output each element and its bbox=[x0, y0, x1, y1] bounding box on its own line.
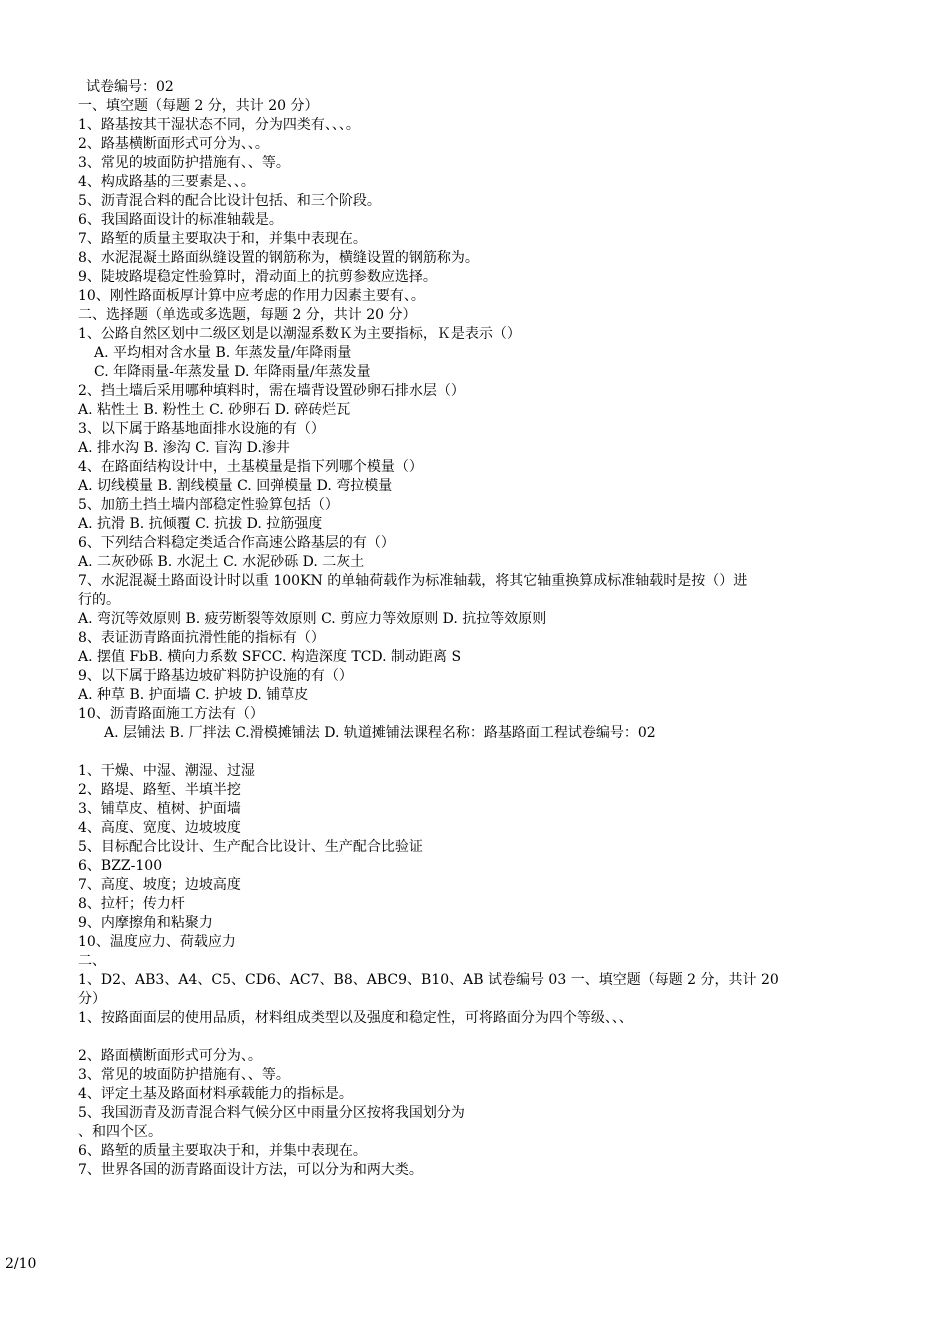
text-line: 3、以下属于路基地面排水设施的有（） bbox=[78, 421, 325, 437]
text-line: 1、路基按其干湿状态不同，分为四类有、、、。 bbox=[78, 117, 360, 133]
text-line: 2、路面横断面形式可分为、。 bbox=[78, 1048, 262, 1064]
text-line: 1、按路面面层的使用品质，材料组成类型以及强度和稳定性，可将路面分为四个等级、、、 bbox=[78, 1010, 633, 1026]
page-number: 2/10 bbox=[5, 1256, 37, 1272]
text-line: 7、路堑的质量主要取决于和，并集中表现在。 bbox=[78, 231, 367, 247]
text-line: 4、高度、宽度、边坡坡度 bbox=[78, 820, 241, 836]
text-line: 行的。 bbox=[78, 592, 120, 608]
text-line: A. 排水沟 B. 渗沟 C. 盲沟 D.渗井 bbox=[78, 440, 290, 456]
text-line: 1、公路自然区划中二级区划是以潮湿系数Ｋ为主要指标，Ｋ是表示（） bbox=[78, 326, 521, 342]
text-line: A. 抗滑 B. 抗倾覆 C. 抗拔 D. 拉筋强度 bbox=[78, 516, 323, 532]
text-line: 6、路堑的质量主要取决于和，并集中表现在。 bbox=[78, 1143, 367, 1159]
text-line: 4、评定土基及路面材料承载能力的指标是。 bbox=[78, 1086, 353, 1102]
text-line: 7、世界各国的沥青路面设计方法，可以分为和两大类。 bbox=[78, 1162, 423, 1178]
text-line: A. 二灰砂砾 B. 水泥土 C. 水泥砂砾 D. 二灰土 bbox=[78, 554, 365, 570]
text-line: 5、我国沥青及沥青混合料气候分区中雨量分区按将我国划分为 bbox=[78, 1105, 465, 1121]
text-line: 1、D2、AB3、A4、C5、CD6、AC7、B8、ABC9、B10、AB 试卷编号 03 一、填空题（每题 2 分，共计 20 bbox=[78, 972, 779, 988]
text-line: 10、刚性路面板厚计算中应考虑的作用力因素主要有、。 bbox=[78, 288, 425, 304]
text-line: 9、陡坡路堤稳定性验算时，滑动面上的抗剪参数应选择。 bbox=[78, 269, 437, 285]
text-line: 二、选择题（单选或多选题，每题 2 分，共计 20 分） bbox=[78, 307, 417, 323]
text-line: C. 年降雨量-年蒸发量 D. 年降雨量/年蒸发量 bbox=[94, 364, 371, 380]
text-line: A. 切线模量 B. 割线模量 C. 回弹模量 D. 弯拉模量 bbox=[78, 478, 393, 494]
text-line: 10、沥青路面施工方法有（） bbox=[78, 706, 264, 722]
text-line: 一、填空题（每题 2 分，共计 20 分） bbox=[78, 98, 319, 114]
text-line: 2、挡土墙后采用哪种填料时，需在墙背设置砂卵石排水层（） bbox=[78, 383, 465, 399]
text-line: 2、路堤、路堑、半填半挖 bbox=[78, 782, 241, 798]
document-body bbox=[78, 78, 878, 1180]
text-line: 2、路基横断面形式可分为、、。 bbox=[78, 136, 269, 152]
text-line: 5、沥青混合料的配合比设计包括、和三个阶段。 bbox=[78, 193, 381, 209]
text-line: A. 摆值 FbB. 横向力系数 SFCC. 构造深度 TCD. 制动距离 S bbox=[78, 649, 462, 665]
text-line bbox=[78, 743, 878, 762]
text-line: 6、BZZ-100 bbox=[78, 858, 163, 874]
text-line: 二、 bbox=[78, 953, 106, 969]
text-line: A. 层铺法 B. 厂拌法 C.滑模摊铺法 D. 轨道摊铺法课程名称：路基路面工程试卷编号：02 bbox=[104, 725, 656, 741]
text-line: 3、铺草皮、植树、护面墙 bbox=[78, 801, 241, 817]
text-line: 分） bbox=[78, 991, 106, 1007]
text-line: 7、水泥混凝土路面设计时以重 100KN 的单轴荷载作为标准轴载，将其它轴重换算成标准轴载时是按（）进 bbox=[78, 573, 748, 589]
text-line: 1、干燥、中湿、潮湿、过湿 bbox=[78, 763, 255, 779]
text-line: A. 平均相对含水量 B. 年蒸发量/年降雨量 bbox=[94, 345, 352, 361]
text-line: 5、目标配合比设计、生产配合比设计、生产配合比验证 bbox=[78, 839, 423, 855]
text-line: A. 种草 B. 护面墙 C. 护坡 D. 铺草皮 bbox=[78, 687, 309, 703]
text-line: 8、拉杆；传力杆 bbox=[78, 896, 185, 912]
text-line: 8、水泥混凝土路面纵缝设置的钢筋称为，横缝设置的钢筋称为。 bbox=[78, 250, 479, 266]
text-line: 、和四个区。 bbox=[78, 1124, 162, 1140]
text-line: 3、常见的坡面防护措施有、、等。 bbox=[78, 1067, 290, 1083]
text-line: 4、构成路基的三要素是、、。 bbox=[78, 174, 255, 190]
text-line: 9、以下属于路基边坡矿料防护设施的有（） bbox=[78, 668, 353, 684]
text-line: 8、表证沥青路面抗滑性能的指标有（） bbox=[78, 630, 325, 646]
text-line: 6、我国路面设计的标准轴载是。 bbox=[78, 212, 283, 228]
text-line: 6、下列结合料稳定类适合作高速公路基层的有（） bbox=[78, 535, 395, 551]
text-line bbox=[78, 1028, 878, 1047]
text-line: 3、常见的坡面防护措施有、、等。 bbox=[78, 155, 290, 171]
text-line: 7、高度、坡度；边坡高度 bbox=[78, 877, 241, 893]
text-line: 试卷编号：02 bbox=[86, 79, 174, 95]
text-line: 9、内摩擦角和粘聚力 bbox=[78, 915, 213, 931]
text-line: 4、在路面结构设计中，土基模量是指下列哪个模量（） bbox=[78, 459, 423, 475]
text-line: 10、温度应力、荷载应力 bbox=[78, 934, 236, 950]
text-line: 5、加筋土挡土墙内部稳定性验算包括（） bbox=[78, 497, 339, 513]
text-line: A. 弯沉等效原则 B. 疲劳断裂等效原则 C. 剪应力等效原则 D. 抗拉等效原则 bbox=[78, 611, 547, 627]
text-line: A. 粘性土 B. 粉性土 C. 砂卵石 D. 碎砖烂瓦 bbox=[78, 402, 351, 418]
